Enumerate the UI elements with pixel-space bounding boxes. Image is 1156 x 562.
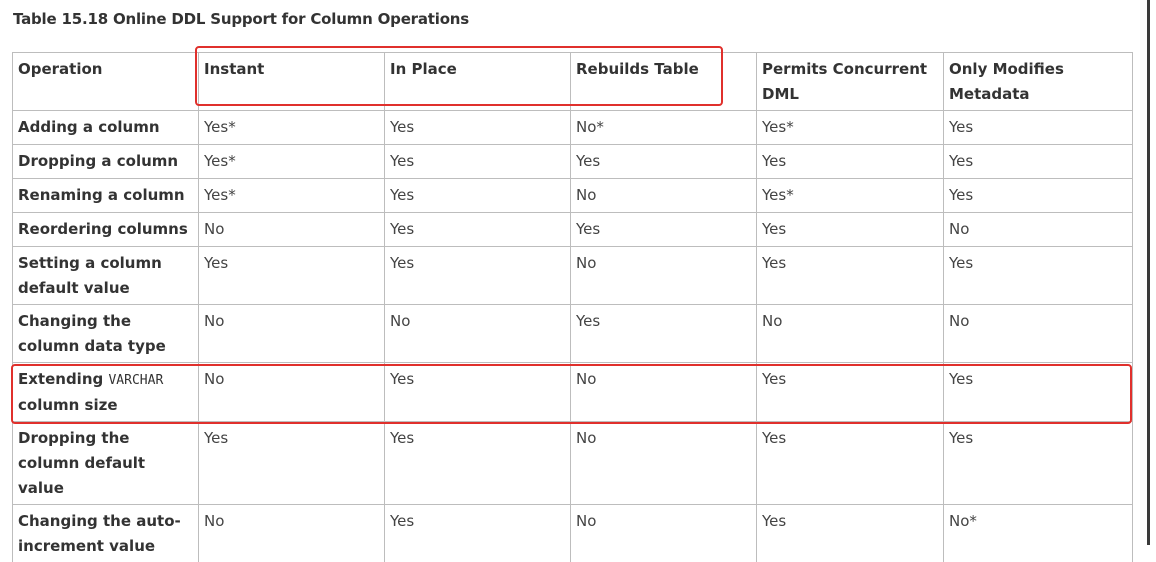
operation-cell: Adding a column: [13, 111, 199, 145]
header-in-place: In Place: [385, 53, 571, 111]
table-row: [13, 247, 1133, 305]
rebuilds-table-cell: No*: [571, 111, 757, 145]
concurrent-dml-cell: No: [757, 305, 944, 363]
metadata-only-cell: Yes: [944, 363, 1133, 422]
rebuilds-table-cell: Yes: [571, 213, 757, 247]
concurrent-dml-cell: Yes: [757, 422, 944, 505]
varchar-code: VARCHAR: [108, 373, 163, 388]
in-place-cell: Yes: [385, 213, 571, 247]
header-only-modifies-metadata: Only Modifies Metadata: [944, 53, 1133, 111]
operation-cell: Changing the auto-increment value: [13, 505, 199, 562]
header-operation: Operation: [13, 53, 199, 111]
operation-cell: Setting a column default value: [13, 247, 199, 305]
instant-cell: No: [199, 363, 385, 422]
instant-cell: No: [199, 505, 385, 562]
rebuilds-table-cell: Yes: [571, 145, 757, 179]
in-place-cell: Yes: [385, 363, 571, 422]
instant-cell: Yes: [199, 247, 385, 305]
metadata-only-cell: Yes: [944, 179, 1133, 213]
instant-cell: No: [199, 213, 385, 247]
concurrent-dml-cell: Yes: [757, 145, 944, 179]
concurrent-dml-cell: Yes: [757, 505, 944, 562]
table-row: [13, 505, 1133, 562]
operation-cell: Changing the column data type: [13, 305, 199, 363]
table-row: [13, 422, 1133, 505]
table-row: [13, 145, 1133, 179]
instant-cell: Yes*: [199, 111, 385, 145]
header-rebuilds-table: Rebuilds Table: [571, 53, 757, 111]
instant-cell: Yes*: [199, 179, 385, 213]
operation-cell: Dropping the column default value: [13, 422, 199, 505]
operation-cell: [13, 363, 199, 422]
instant-cell: Yes*: [199, 145, 385, 179]
concurrent-dml-cell: Yes: [757, 363, 944, 422]
rebuilds-table-cell: No: [571, 422, 757, 505]
table-row-highlighted: [13, 363, 1133, 422]
in-place-cell: Yes: [385, 179, 571, 213]
table-caption: Table 15.18 Online DDL Support for Column Operations: [13, 10, 469, 28]
metadata-only-cell: Yes: [944, 145, 1133, 179]
rebuilds-table-cell: No: [571, 363, 757, 422]
in-place-cell: No: [385, 305, 571, 363]
in-place-cell: Yes: [385, 145, 571, 179]
rebuilds-table-cell: No: [571, 247, 757, 305]
metadata-only-cell: Yes: [944, 422, 1133, 505]
operation-prefix: Extending: [18, 370, 103, 388]
operation-suffix: column size: [18, 396, 118, 414]
in-place-cell: Yes: [385, 422, 571, 505]
rebuilds-table-cell: Yes: [571, 305, 757, 363]
table-row: [13, 111, 1133, 145]
table-row: [13, 305, 1133, 363]
operation-cell: Renaming a column: [13, 179, 199, 213]
concurrent-dml-cell: Yes: [757, 213, 944, 247]
rebuilds-table-cell: No: [571, 179, 757, 213]
in-place-cell: Yes: [385, 247, 571, 305]
header-instant: Instant: [199, 53, 385, 111]
metadata-only-cell: Yes: [944, 111, 1133, 145]
metadata-only-cell: No: [944, 305, 1133, 363]
metadata-only-cell: No: [944, 213, 1133, 247]
page-edge-rule: [1147, 0, 1150, 545]
metadata-only-cell: Yes: [944, 247, 1133, 305]
header-permits-concurrent-dml: Permits Concurrent DML: [757, 53, 944, 111]
operation-cell: Dropping a column: [13, 145, 199, 179]
column-operations-table: [12, 52, 1133, 562]
concurrent-dml-cell: Yes*: [757, 111, 944, 145]
metadata-only-cell: No*: [944, 505, 1133, 562]
operation-cell: Reordering columns: [13, 213, 199, 247]
instant-cell: No: [199, 305, 385, 363]
concurrent-dml-cell: Yes: [757, 247, 944, 305]
rebuilds-table-cell: No: [571, 505, 757, 562]
in-place-cell: Yes: [385, 505, 571, 562]
concurrent-dml-cell: Yes*: [757, 179, 944, 213]
table-row: [13, 213, 1133, 247]
table-header-row: [13, 53, 1133, 111]
in-place-cell: Yes: [385, 111, 571, 145]
table-row: [13, 179, 1133, 213]
instant-cell: Yes: [199, 422, 385, 505]
